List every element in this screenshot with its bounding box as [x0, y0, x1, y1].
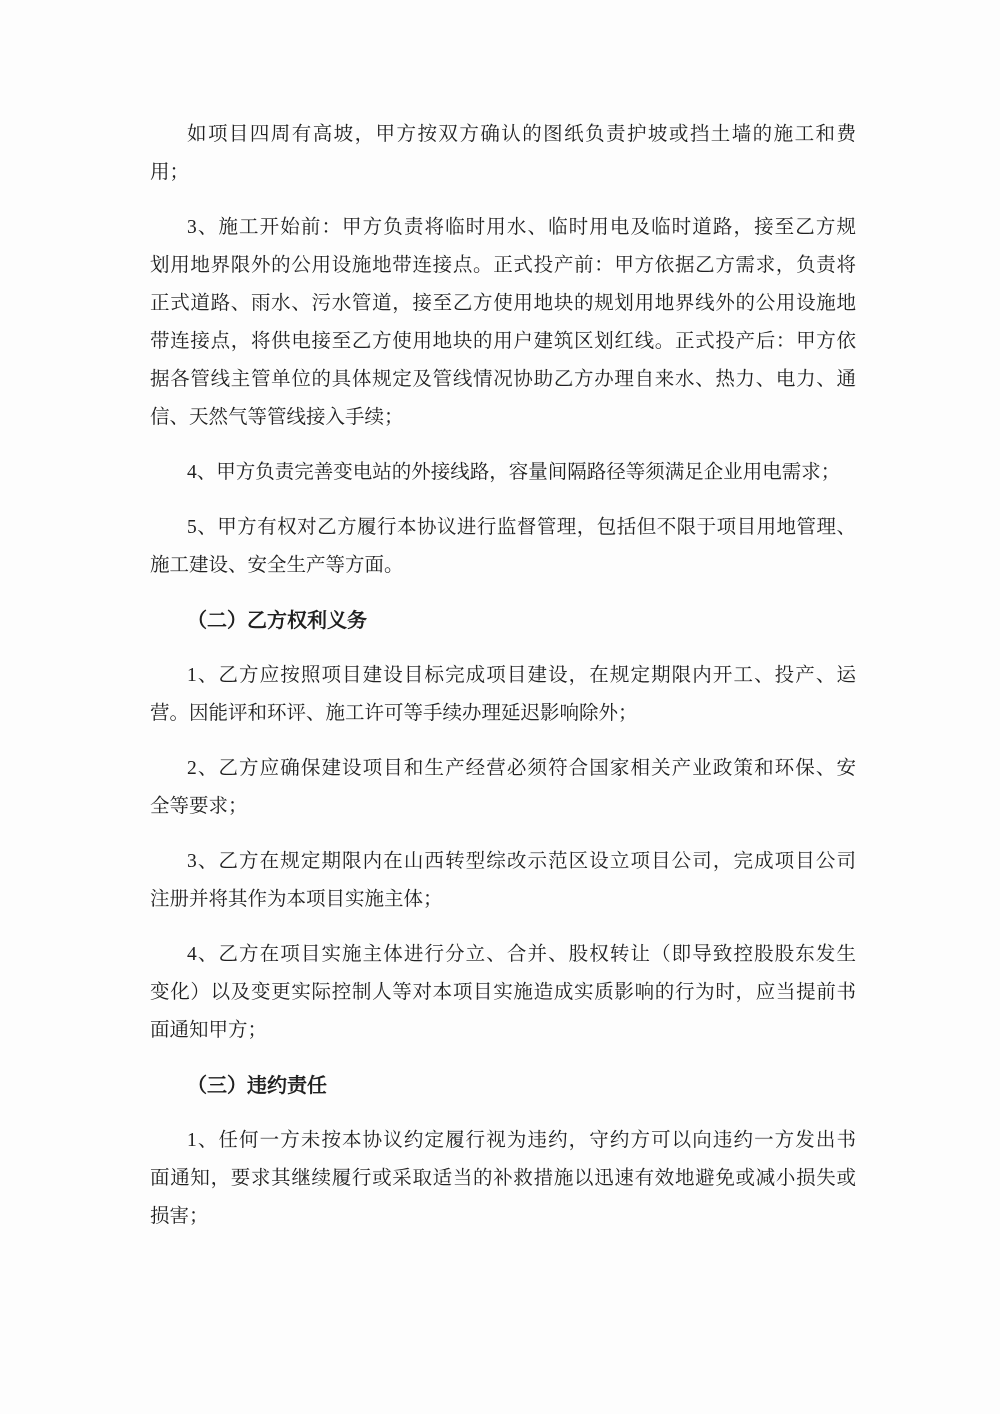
- section-heading: [150, 1067, 856, 1105]
- text-line: 营。因能评和环评、施工许可等手续办理延迟影响除外；: [150, 703, 638, 724]
- text-line: 全等要求；: [150, 796, 248, 817]
- text-line: 3、乙方在规定期限内在山西转型综改示范区设立项目公司，完成项目公司: [187, 851, 856, 872]
- text-line: 面通知，要求其继续履行或采取适当的补救措施以迅速有效地避免或减小损失或: [150, 1168, 856, 1189]
- text-line: 2、乙方应确保建设项目和生产经营必须符合国家相关产业政策和环保、安: [187, 758, 856, 779]
- paragraph: [150, 936, 856, 1050]
- text-line: 据各管线主管单位的具体规定及管线情况协助乙方办理自来水、热力、电力、通: [150, 369, 856, 390]
- text-line: 损害；: [150, 1206, 209, 1227]
- text-line: 1、任何一方未按本协议约定履行视为违约，守约方可以向违约一方发出书: [187, 1130, 856, 1151]
- paragraph: [150, 750, 856, 826]
- text-line: 5、甲方有权对乙方履行本协议进行监督管理，包括但不限于项目用地管理、: [187, 517, 856, 538]
- text-line: 注册并将其作为本项目实施主体；: [150, 889, 443, 910]
- section-heading: [150, 602, 856, 640]
- document-body: [150, 116, 856, 1236]
- paragraph: [150, 116, 856, 192]
- text-line: 3、施工开始前：甲方负责将临时用水、临时用电及临时道路，接至乙方规: [187, 217, 856, 238]
- paragraph: [150, 454, 856, 492]
- text-line: 面通知甲方；: [150, 1020, 268, 1041]
- text-line: 变化）以及变更实际控制人等对本项目实施造成实质影响的行为时，应当提前书: [150, 982, 856, 1003]
- text-line: 如项目四周有高坡，甲方按双方确认的图纸负责护坡或挡土墙的施工和费: [187, 124, 856, 145]
- text-line: （三）违约责任: [187, 1075, 327, 1097]
- text-line: 划用地界限外的公用设施地带连接点。正式投产前：甲方依据乙方需求，负责将: [150, 255, 856, 276]
- text-line: （二）乙方权利义务: [187, 610, 367, 632]
- text-line: 施工建设、安全生产等方面。: [150, 555, 404, 576]
- paragraph: [150, 509, 856, 585]
- text-line: 1、乙方应按照项目建设目标完成项目建设，在规定期限内开工、投产、运: [187, 665, 856, 686]
- paragraph: [150, 1122, 856, 1236]
- paragraph: [150, 843, 856, 919]
- text-line: 用；: [150, 162, 190, 183]
- text-line: 正式道路、雨水、污水管道，接至乙方使用地块的规划用地界线外的公用设施地: [150, 293, 856, 314]
- text-line: 4、甲方负责完善变电站的外接线路，容量间隔路径等须满足企业用电需求；: [187, 462, 841, 483]
- text-line: 信、天然气等管线接入手续；: [150, 407, 404, 428]
- paragraph: [150, 657, 856, 733]
- text-line: 4、乙方在项目实施主体进行分立、合并、股权转让（即导致控股股东发生: [187, 944, 856, 965]
- text-line: 带连接点，将供电接至乙方使用地块的用户建筑区划红线。正式投产后：甲方依: [150, 331, 856, 352]
- paragraph: [150, 209, 856, 437]
